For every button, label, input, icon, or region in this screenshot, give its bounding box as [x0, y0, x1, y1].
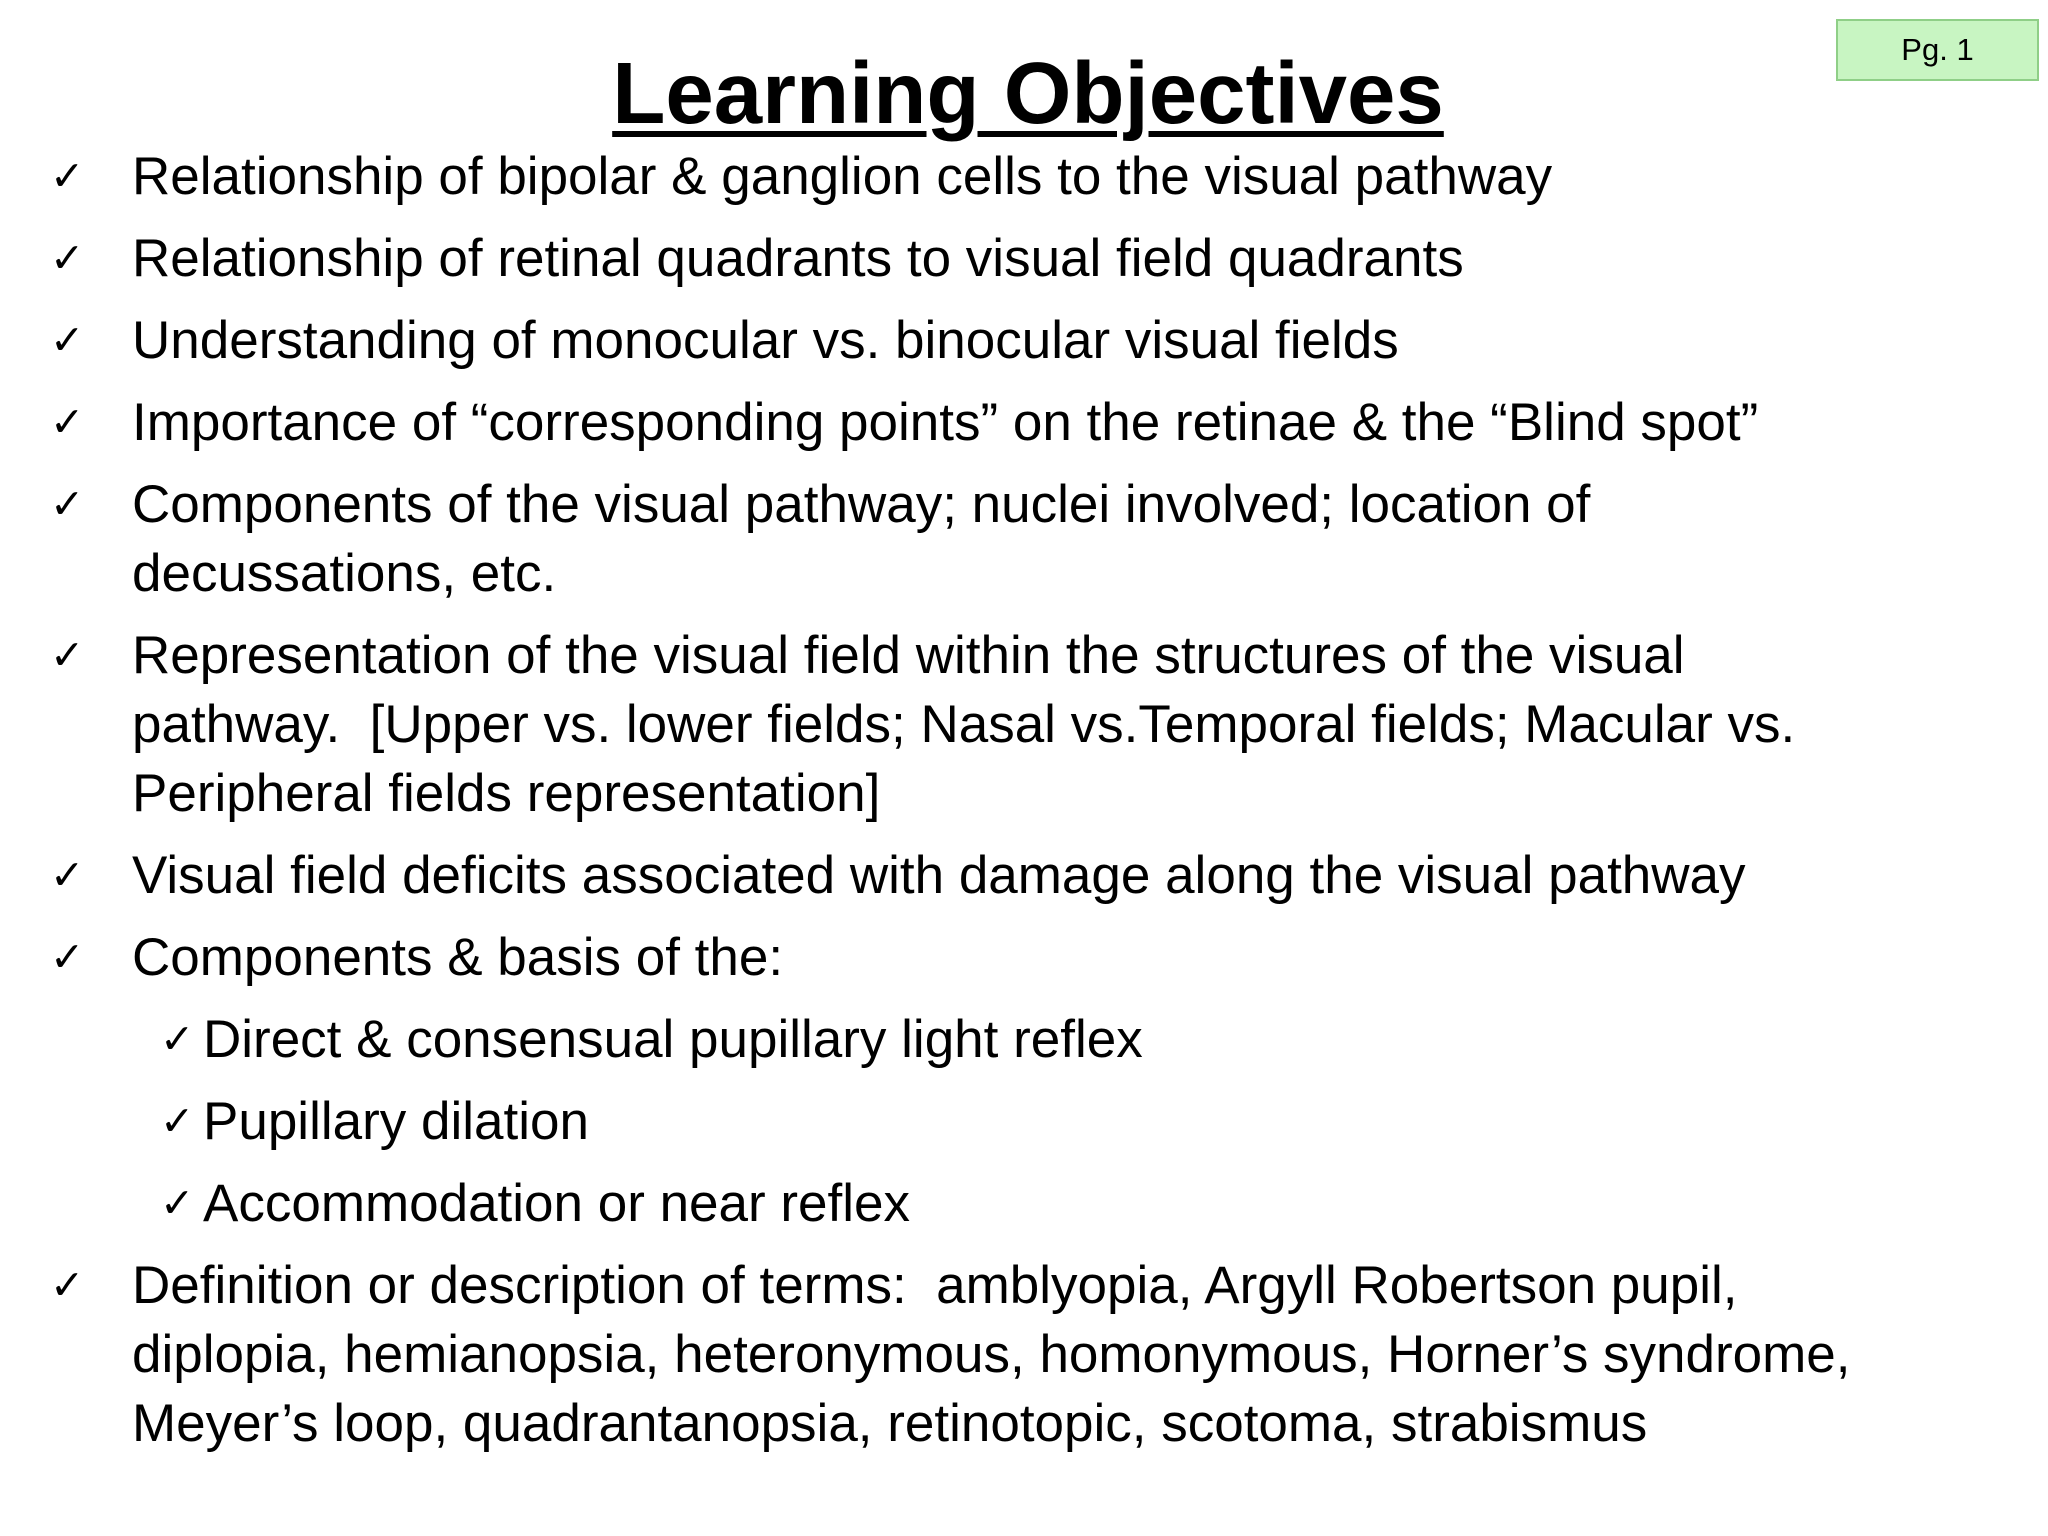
checkmark-icon: ✓	[50, 152, 85, 200]
objective-text: Importance of “corresponding points” on the retinae & the “Blind spot”	[132, 393, 1759, 452]
checkmark-icon: ✓	[50, 234, 85, 282]
checkmark-icon: ✓	[160, 1015, 195, 1063]
objective-text-continued: decussations, etc.	[132, 544, 557, 603]
objective-text: Relationship of bipolar & ganglion cells to the visual pathway	[132, 147, 1553, 206]
objective-text: Visual field deficits associated with damage along the visual pathway	[132, 846, 1746, 905]
checkmark-icon: ✓	[50, 480, 85, 528]
checkmark-icon: ✓	[50, 1261, 85, 1309]
objective-text-continued: Peripheral fields representation]	[132, 764, 881, 823]
checkmark-icon: ✓	[50, 398, 85, 446]
page-number-badge: Pg. 1	[1836, 19, 2039, 81]
objective-text: Relationship of retinal quadrants to visual field quadrants	[132, 229, 1464, 288]
objective-text-continued: Meyer’s loop, quadrantanopsia, retinotopic, scotoma, strabismus	[132, 1394, 1648, 1453]
objective-text-continued: diplopia, hemianopsia, heteronymous, homonymous, Horner’s syndrome,	[132, 1325, 1851, 1384]
checkmark-icon: ✓	[50, 631, 85, 679]
slide-title-text: Learning Objectives	[612, 45, 1444, 142]
checkmark-icon: ✓	[50, 933, 85, 981]
checkmark-icon: ✓	[160, 1097, 195, 1145]
objective-text: Components & basis of the:	[132, 928, 784, 987]
checkmark-icon: ✓	[50, 851, 85, 899]
objective-text-continued: pathway. [Upper vs. lower fields; Nasal vs.Temporal fields; Macular vs.	[132, 695, 1796, 754]
objective-text: Definition or description of terms: amblyopia, Argyll Robertson pupil,	[132, 1256, 1738, 1315]
sub-objective-text: Direct & consensual pupillary light reflex	[203, 1010, 1143, 1069]
objective-text: Representation of the visual field within the structures of the visual	[132, 626, 1685, 685]
sub-objective-text: Accommodation or near reflex	[203, 1174, 910, 1233]
sub-objective-text: Pupillary dilation	[203, 1092, 589, 1151]
objective-text: Components of the visual pathway; nuclei involved; location of	[132, 475, 1591, 534]
checkmark-icon: ✓	[50, 316, 85, 364]
checkmark-icon: ✓	[160, 1179, 195, 1227]
objective-text: Understanding of monocular vs. binocular visual fields	[132, 311, 1399, 370]
